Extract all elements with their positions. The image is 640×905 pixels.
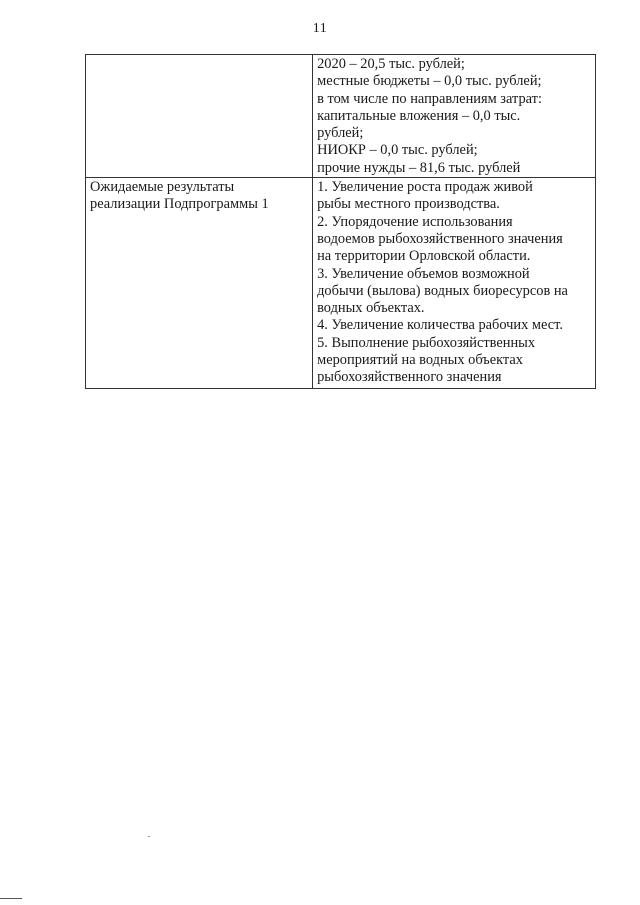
table-row-results xyxy=(86,178,596,389)
budget-line: капитальные вложения – 0,0 тыс. xyxy=(317,107,521,124)
budget-line: в том числе по направлениям затрат: xyxy=(317,90,542,107)
results-line: рыбы местного производства. xyxy=(317,196,500,213)
cell-results-value xyxy=(313,178,596,389)
cell-results-label xyxy=(86,178,313,389)
results-label-line: реализации Подпрограммы 1 xyxy=(90,196,269,213)
footer-rule xyxy=(0,898,22,899)
program-table xyxy=(85,54,596,389)
page-number: 11 xyxy=(312,21,328,36)
budget-line: НИОКР – 0,0 тыс. рублей; xyxy=(317,142,478,159)
results-line: 1. Увеличение роста продаж живой xyxy=(317,179,533,196)
results-line: на территории Орловской области. xyxy=(317,248,531,265)
results-line: водных объектах. xyxy=(317,300,425,317)
results-line: рыбохозяйственного значения xyxy=(317,369,502,386)
cell-budget-label xyxy=(86,55,313,178)
budget-line: рублей; xyxy=(317,125,364,142)
results-line: 3. Увеличение объемов возможной xyxy=(317,265,530,282)
budget-line: 2020 – 20,5 тыс. рублей; xyxy=(317,56,465,72)
budget-line: местные бюджеты – 0,0 тыс. рублей; xyxy=(317,73,542,90)
results-line: 5. Выполнение рыбохозяйственных xyxy=(317,334,536,351)
results-line: добычи (вылова) водных биоресурсов на xyxy=(317,282,568,299)
budget-line: прочие нужды – 81,6 тыс. рублей xyxy=(317,159,521,176)
results-line: 2. Упорядочение использования xyxy=(317,213,513,230)
scan-speck xyxy=(148,836,150,837)
results-line: водоемов рыбохозяйственного значения xyxy=(317,230,563,247)
cell-budget-value xyxy=(313,55,596,178)
results-label-line: Ожидаемые результаты xyxy=(90,179,235,196)
table-row-budget xyxy=(86,55,596,178)
results-line: мероприятий на водных объектах xyxy=(317,352,523,369)
results-line: 4. Увеличение количества рабочих мест. xyxy=(317,317,563,334)
